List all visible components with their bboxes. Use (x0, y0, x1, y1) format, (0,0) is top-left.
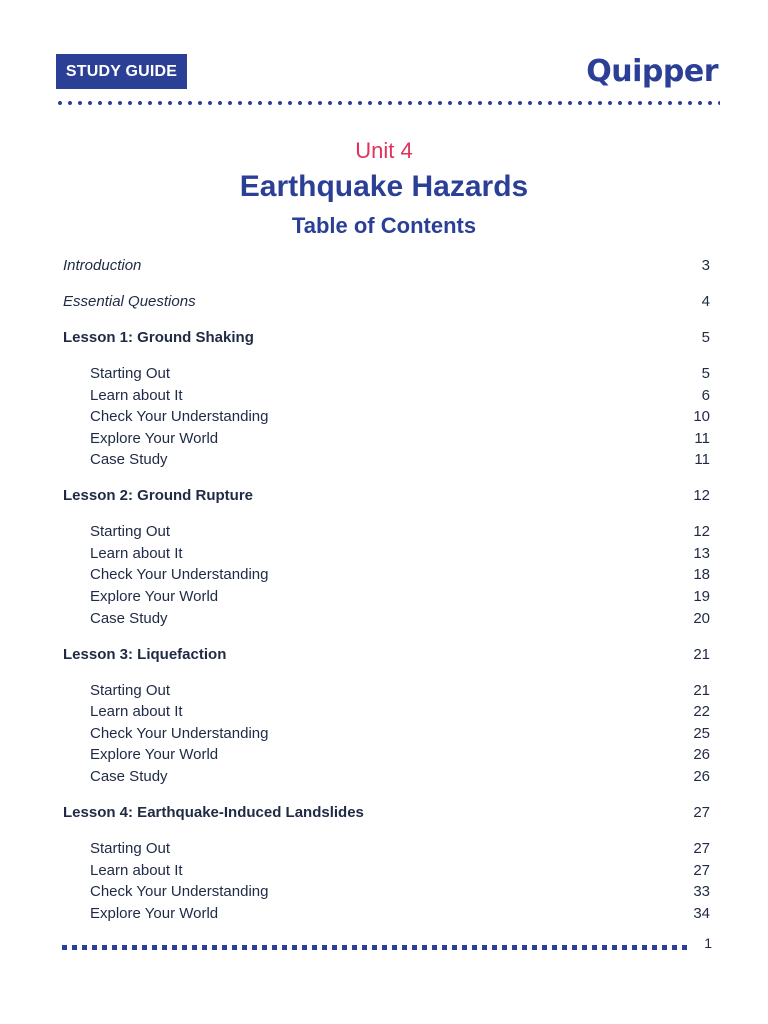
toc-subitem[interactable] (63, 723, 710, 745)
subitem-page: 13 (693, 544, 710, 562)
toc-subitem[interactable] (63, 543, 710, 565)
lesson-page: 5 (701, 328, 710, 346)
toc-subitem[interactable] (63, 680, 710, 702)
subitem-label: Explore Your World (90, 588, 219, 606)
subitem-page: 26 (693, 746, 710, 764)
lesson-page: 27 (693, 804, 710, 821)
toc-subitem[interactable] (63, 406, 710, 428)
subitem-label: Learn about It (90, 386, 183, 404)
toc-entry-page: 3 (701, 257, 710, 274)
study-guide-badge: STUDY GUIDE (56, 54, 187, 89)
toc-subitem[interactable] (63, 521, 710, 543)
subitem-label: Starting Out (90, 681, 171, 699)
subitem-page: 26 (693, 768, 710, 786)
toc-subitem[interactable] (63, 608, 710, 630)
quipper-logo: Quipper (586, 54, 718, 89)
subitem-page: 27 (693, 839, 710, 857)
subitem-page: 22 (693, 703, 710, 721)
subitem-label: Check Your Understanding (90, 566, 269, 584)
toc-subitem[interactable] (63, 838, 710, 860)
subitem-label: Explore Your World (90, 904, 219, 922)
page-title: Earthquake Hazards (239, 170, 529, 203)
subitem-label: Starting Out (90, 364, 171, 382)
lesson-title: Lesson 3: Liquefaction (63, 645, 227, 663)
toc-entry-page: 4 (701, 292, 710, 310)
subitem-label: Case Study (90, 451, 168, 469)
toc-subitem[interactable] (63, 744, 710, 766)
lesson-title: Lesson 2: Ground Rupture (63, 487, 254, 505)
subitem-page: 11 (694, 451, 710, 469)
toc-heading: Table of Contents (291, 213, 477, 238)
subitem-label: Case Study (90, 609, 168, 627)
toc-subitem[interactable] (63, 385, 710, 407)
toc-subitem[interactable] (63, 701, 710, 723)
subitem-page: 12 (693, 523, 710, 541)
subitem-page: 33 (693, 883, 710, 901)
table-of-contents (63, 255, 710, 924)
subitem-label: Case Study (90, 768, 168, 786)
subitem-page: 19 (693, 588, 710, 606)
lesson-title: Lesson 4: Earthquake-Induced Landslides (63, 804, 364, 821)
subitem-label: Explore Your World (90, 746, 219, 764)
toc-subitem[interactable] (63, 428, 710, 450)
subitem-label: Starting Out (90, 839, 171, 857)
subitem-page: 20 (693, 609, 710, 627)
subitem-page: 21 (693, 681, 710, 699)
toc-entry-label: Essential Questions (63, 292, 196, 310)
lesson-page: 12 (693, 487, 710, 505)
footer-page-number: 1 (704, 935, 712, 951)
toc-lesson-1[interactable] (63, 327, 710, 349)
subitem-label: Explore Your World (90, 429, 219, 447)
subitem-label: Check Your Understanding (90, 883, 269, 901)
unit-label: Unit 4 (355, 138, 413, 163)
lesson-title: Lesson 1: Ground Shaking (63, 328, 254, 346)
toc-subitem[interactable] (63, 586, 710, 608)
subitem-page: 18 (693, 566, 710, 584)
subitem-label: Learn about It (90, 544, 183, 562)
subitem-page: 5 (701, 364, 710, 382)
dotted-divider-bottom (62, 945, 692, 950)
toc-subitem[interactable] (63, 903, 710, 925)
toc-entry-introduction[interactable] (63, 255, 710, 277)
toc-lesson-2[interactable] (63, 485, 710, 507)
lesson-page: 21 (693, 645, 710, 663)
toc-subitem[interactable] (63, 564, 710, 586)
subitem-page: 27 (693, 861, 710, 879)
subitem-page: 10 (693, 408, 710, 426)
toc-entry-essential-questions[interactable] (63, 291, 710, 313)
subitem-label: Learn about It (90, 861, 183, 879)
toc-lesson-3[interactable] (63, 644, 710, 666)
toc-subitem[interactable] (63, 860, 710, 882)
toc-subitem[interactable] (63, 881, 710, 903)
subitem-label: Check Your Understanding (90, 724, 269, 742)
toc-lesson-4[interactable] (63, 802, 710, 824)
dotted-divider-top (58, 101, 720, 105)
toc-subitem[interactable] (63, 766, 710, 788)
subitem-page: 34 (693, 904, 710, 922)
toc-entry-label: Introduction (63, 257, 142, 274)
toc-subitem[interactable] (63, 363, 710, 385)
toc-subitem[interactable] (63, 449, 710, 471)
subitem-page: 11 (694, 429, 710, 447)
subitem-label: Starting Out (90, 523, 171, 541)
subitem-label: Check Your Understanding (90, 408, 269, 426)
subitem-page: 6 (701, 386, 710, 404)
subitem-label: Learn about It (90, 703, 183, 721)
subitem-page: 25 (693, 724, 710, 742)
